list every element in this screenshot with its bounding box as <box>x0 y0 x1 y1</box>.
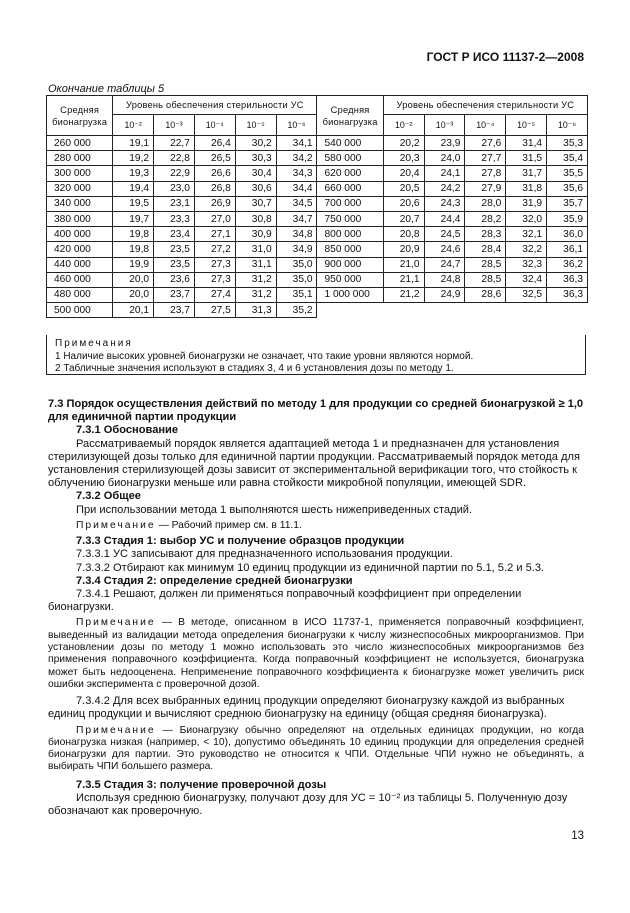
paragraph-7-3-3-2: 7.3.3.2 Отбирают как минимум 10 единиц продукции из единичной партии по 5.1, 5.2 и 5.3. <box>76 561 545 574</box>
table-cell: 20,1 <box>113 303 154 318</box>
table-cell: 32,4 <box>506 272 547 287</box>
table-cell: 28,6 <box>465 287 506 302</box>
table-cell: 36,2 <box>547 257 588 272</box>
table-cell: 21,0 <box>383 257 424 272</box>
table-cell: 30,7 <box>235 196 276 211</box>
table-cell: 30,2 <box>235 136 276 151</box>
table-cell: 24,5 <box>424 227 465 242</box>
table-cell: 35,1 <box>276 287 317 302</box>
body-text <box>48 398 584 818</box>
table-cell: 31,7 <box>506 166 547 181</box>
page-number: 13 <box>571 830 584 842</box>
table-cell: 280 000 <box>47 151 113 166</box>
table-cell: 23,4 <box>154 227 195 242</box>
table-cell: 20,8 <box>383 227 424 242</box>
table-cell: 34,4 <box>276 181 317 196</box>
table-row <box>47 272 588 287</box>
table-cell: 31,1 <box>235 257 276 272</box>
paragraph-7-3-2: При использовании метода 1 выполняются шесть нижеприведенных стадий. <box>76 503 473 516</box>
col-bioburden-header-right: Средняя бионагрузка <box>317 96 383 136</box>
col-sal-header-right: Уровень обеспечения стерильности УС <box>383 96 587 115</box>
table-cell: 32,5 <box>506 287 547 302</box>
table-row <box>47 303 588 318</box>
table-cell: 1 000 000 <box>317 287 383 302</box>
table-cell: 400 000 <box>47 227 113 242</box>
table-cell: 27,3 <box>194 257 235 272</box>
table-cell: 19,8 <box>113 242 154 257</box>
table-cell: 36,1 <box>547 242 588 257</box>
table-cell: 21,1 <box>383 272 424 287</box>
sal-level-header: 10⁻² <box>383 115 424 136</box>
table-cell: 19,3 <box>113 166 154 181</box>
table-cell: 20,0 <box>113 272 154 287</box>
table-cell: 540 000 <box>317 136 383 151</box>
table-cell: 260 000 <box>47 136 113 151</box>
col-bioburden-header: Средняя бионагрузка <box>47 96 113 136</box>
table-cell: 35,2 <box>276 303 317 318</box>
table-cell: 30,3 <box>235 151 276 166</box>
table-cell: 35,5 <box>547 166 588 181</box>
table-cell: 23,1 <box>154 196 195 211</box>
table-cell: 28,3 <box>465 227 506 242</box>
table-cell: 300 000 <box>47 166 113 181</box>
table-cell: 20,0 <box>113 287 154 302</box>
table-caption: Окончание таблицы 5 <box>48 83 165 95</box>
table-cell: 35,9 <box>547 211 588 226</box>
table-cell: 23,3 <box>154 211 195 226</box>
table-cell: 950 000 <box>317 272 383 287</box>
table-cell: 23,0 <box>154 181 195 196</box>
table-cell: 30,9 <box>235 227 276 242</box>
table-cell: 26,5 <box>194 151 235 166</box>
table-cell: 750 000 <box>317 211 383 226</box>
paragraph-7-3-1: Рассматриваемый порядок является адаптацией метода 1 и предназначен для установления стерилизующей дозы только для единичной партии продукции. Рассматриваемый порядок метода для установления стерилизующей дозы зависит от экспериментальной верификации того, что стойкость к облучению бионагрузки меньше или равна стойкости микробной популяции, имеющей SDR. <box>48 437 580 490</box>
table-cell: 36,3 <box>547 287 588 302</box>
table-row <box>47 166 588 181</box>
table-cell: 32,2 <box>506 242 547 257</box>
table-cell: 27,0 <box>194 211 235 226</box>
table-cell: 31,8 <box>506 181 547 196</box>
table-row <box>47 211 588 226</box>
table-cell: 19,8 <box>113 227 154 242</box>
table-notes <box>46 335 586 375</box>
table-cell: 800 000 <box>317 227 383 242</box>
table-cell: 620 000 <box>317 166 383 181</box>
table-cell: 23,9 <box>424 136 465 151</box>
table-cell: 24,3 <box>424 196 465 211</box>
table-row <box>47 136 588 151</box>
table-cell: 28,4 <box>465 242 506 257</box>
table-cell: 23,5 <box>154 242 195 257</box>
table-cell: 22,7 <box>154 136 195 151</box>
table-cell: 22,8 <box>154 151 195 166</box>
table-cell: 31,2 <box>235 272 276 287</box>
table-cell: 19,1 <box>113 136 154 151</box>
sal-level-header: 10⁻³ <box>424 115 465 136</box>
table-cell: 32,1 <box>506 227 547 242</box>
note-2: 2 Табличные значения используют в стадиях 3, 4 и 6 установления дозы по методу 1. <box>55 363 454 374</box>
table-row <box>47 151 588 166</box>
table-cell: 24,6 <box>424 242 465 257</box>
table-cell: 22,9 <box>154 166 195 181</box>
table-cell: 20,9 <box>383 242 424 257</box>
table-cell: 24,2 <box>424 181 465 196</box>
table-cell: 500 000 <box>47 303 113 318</box>
table-cell: 420 000 <box>47 242 113 257</box>
table-cell: 340 000 <box>47 196 113 211</box>
sal-level-header: 10⁻⁵ <box>506 115 547 136</box>
table-cell: 30,4 <box>235 166 276 181</box>
table-cell: 460 000 <box>47 272 113 287</box>
table-cell: 19,7 <box>113 211 154 226</box>
table-cell: 32,3 <box>506 257 547 272</box>
table-cell: 31,4 <box>506 136 547 151</box>
table-row <box>47 287 588 302</box>
table-cell: 380 000 <box>47 211 113 226</box>
table-cell: 660 000 <box>317 181 383 196</box>
table-cell: 26,4 <box>194 136 235 151</box>
table-cell: 36,3 <box>547 272 588 287</box>
table-cell: 26,9 <box>194 196 235 211</box>
table-cell: 21,2 <box>383 287 424 302</box>
table-cell: 28,2 <box>465 211 506 226</box>
table-row <box>47 242 588 257</box>
section-7-3-5-heading: 7.3.5 Стадия 3: получение проверочной дозы <box>76 778 327 791</box>
table-cell: 27,3 <box>194 272 235 287</box>
table-cell: 31,5 <box>506 151 547 166</box>
table-cell: 35,7 <box>547 196 588 211</box>
paragraph-7-3-4-1: 7.3.4.1 Решают, должен ли применяться поправочный коэффициент при определении бионагрузки. <box>48 587 522 614</box>
table-cell: 34,2 <box>276 151 317 166</box>
note-7-3-4-2: Примечание — Бионагрузку обычно определяют на отдельных единицах продукции, но когда бионагрузка низкая (например, < 10), допустимо объединять 10 единиц продукции для определения средней бионагрузки для партии. Это руководство не относится к ЧПИ. Отдельные ЧПИ нужно не объединять, а выбирать ЧПИ большего размера. <box>48 724 584 773</box>
table-cell: 27,8 <box>465 166 506 181</box>
table-cell: 24,4 <box>424 211 465 226</box>
table-row <box>47 227 588 242</box>
table-cell: 34,8 <box>276 227 317 242</box>
table-cell: 34,1 <box>276 136 317 151</box>
table-cell: 24,7 <box>424 257 465 272</box>
table-cell: 19,2 <box>113 151 154 166</box>
table-cell: 320 000 <box>47 181 113 196</box>
section-7-3-3-heading: 7.3.3 Стадия 1: выбор УС и получение образцов продукции <box>76 535 405 548</box>
table-cell: 35,0 <box>276 257 317 272</box>
table-cell: 24,8 <box>424 272 465 287</box>
table-cell: 20,6 <box>383 196 424 211</box>
table-cell: 27,4 <box>194 287 235 302</box>
table-cell: 30,8 <box>235 211 276 226</box>
table-cell: 31,2 <box>235 287 276 302</box>
note-7-3-2: Примечание — Рабочий пример см. в 11.1. <box>76 519 302 531</box>
table-cell: 34,7 <box>276 211 317 226</box>
note-1: 1 Наличие высоких уровней бионагрузки не означает, что такие уровни являются нормой. <box>55 350 474 362</box>
table-cell: 35,3 <box>547 136 588 151</box>
table-cell: 27,6 <box>465 136 506 151</box>
table-cell: 32,0 <box>506 211 547 226</box>
table-cell: 28,5 <box>465 257 506 272</box>
table-cell: 480 000 <box>47 287 113 302</box>
standard-header: ГОСТ Р ИСО 11137-2—2008 <box>426 50 584 64</box>
table-cell: 27,5 <box>194 303 235 318</box>
table-cell: 35,0 <box>276 272 317 287</box>
section-7-3-1-heading: 7.3.1 Обоснование <box>76 424 179 437</box>
table-cell: 27,2 <box>194 242 235 257</box>
table-cell: 23,5 <box>154 257 195 272</box>
paragraph-7-3-5: Используя среднюю бионагрузку, получают дозу для УС = 10⁻² из таблицы 5. Полученную дозу обозначают как проверочную. <box>48 791 568 818</box>
table-cell: 900 000 <box>317 257 383 272</box>
table-cell: 34,5 <box>276 196 317 211</box>
sal-level-header: 10⁻⁶ <box>276 115 317 136</box>
table-cell: 19,4 <box>113 181 154 196</box>
table-cell: 700 000 <box>317 196 383 211</box>
paragraph-7-3-3-1: 7.3.3.1 УС записывают для предназначенного использования продукции. <box>76 548 453 561</box>
section-7-3-2-heading: 7.3.2 Общее <box>76 490 141 503</box>
table-cell: 34,9 <box>276 242 317 257</box>
table-cell: 24,9 <box>424 287 465 302</box>
table-cell: 24,0 <box>424 151 465 166</box>
table-cell: 31,3 <box>235 303 276 318</box>
sal-level-header: 10⁻⁴ <box>465 115 506 136</box>
section-7-3-4-heading: 7.3.4 Стадия 2: определение средней бионагрузки <box>76 574 353 587</box>
table-cell: 580 000 <box>317 151 383 166</box>
table-cell: 23,6 <box>154 272 195 287</box>
table-cell: 28,0 <box>465 196 506 211</box>
table-cell: 31,9 <box>506 196 547 211</box>
table-cell: 35,6 <box>547 181 588 196</box>
table-cell: 26,6 <box>194 166 235 181</box>
sal-level-header: 10⁻⁶ <box>547 115 588 136</box>
table-cell: 30,6 <box>235 181 276 196</box>
notes-title: Примечания <box>55 338 133 349</box>
table-cell: 20,5 <box>383 181 424 196</box>
table-cell: 23,7 <box>154 303 195 318</box>
sal-level-header: 10⁻³ <box>154 115 195 136</box>
table-cell: 850 000 <box>317 242 383 257</box>
col-sal-header: Уровень обеспечения стерильности УС <box>113 96 317 115</box>
table-cell: 27,7 <box>465 151 506 166</box>
note-7-3-4-1: Примечание — В методе, описанном в ИСО 11737-1, применяется поправочный коэффициент, выведенный из валидации метода определения бионагрузки к числу жизнеспособных микроорганизмов. При установлении дозы по методу 1 можно использовать это число жизнеспособных микроорганизмов без применения поправочного коэффициента. Когда поправочный коэффициент не используется, бионагрузка может быть недооценена. Неприменение поправочного коэффициента к бионагрузке может увеличить риск ошибки эксперимента с проверочной дозой. <box>48 617 584 690</box>
table-row <box>47 257 588 272</box>
sal-level-header: 10⁻⁴ <box>194 115 235 136</box>
table-cell: 34,3 <box>276 166 317 181</box>
table-cell: 20,4 <box>383 166 424 181</box>
table-cell: 31,0 <box>235 242 276 257</box>
table-cell: 440 000 <box>47 257 113 272</box>
table-cell: 36,0 <box>547 227 588 242</box>
table-cell: 19,9 <box>113 257 154 272</box>
table-cell: 24,1 <box>424 166 465 181</box>
bioburden-table <box>46 95 588 318</box>
sal-level-header: 10⁻² <box>113 115 154 136</box>
table-cell: 19,5 <box>113 196 154 211</box>
table-cell: 28,5 <box>465 272 506 287</box>
paragraph-7-3-4-2: 7.3.4.2 Для всех выбранных единиц продукции определяют бионагрузку каждой из выбранных единиц продукции и вычисляют среднюю бионагрузку на единицу (общая средняя бионагрузка). <box>48 695 565 721</box>
table-cell: 20,2 <box>383 136 424 151</box>
table-cell: 20,7 <box>383 211 424 226</box>
table-cell: 27,1 <box>194 227 235 242</box>
table-row <box>47 181 588 196</box>
table-empty-cell <box>317 303 588 318</box>
section-7-3-heading: 7.3 Порядок осуществления действий по методу 1 для продукции со средней бионагрузкой ≥ 1,0 для единичной партии продукции <box>48 398 584 424</box>
table-cell: 27,9 <box>465 181 506 196</box>
table-cell: 23,7 <box>154 287 195 302</box>
sal-level-header: 10⁻⁵ <box>235 115 276 136</box>
table-row <box>47 196 588 211</box>
table-cell: 20,3 <box>383 151 424 166</box>
table-cell: 26,8 <box>194 181 235 196</box>
table-cell: 35,4 <box>547 151 588 166</box>
